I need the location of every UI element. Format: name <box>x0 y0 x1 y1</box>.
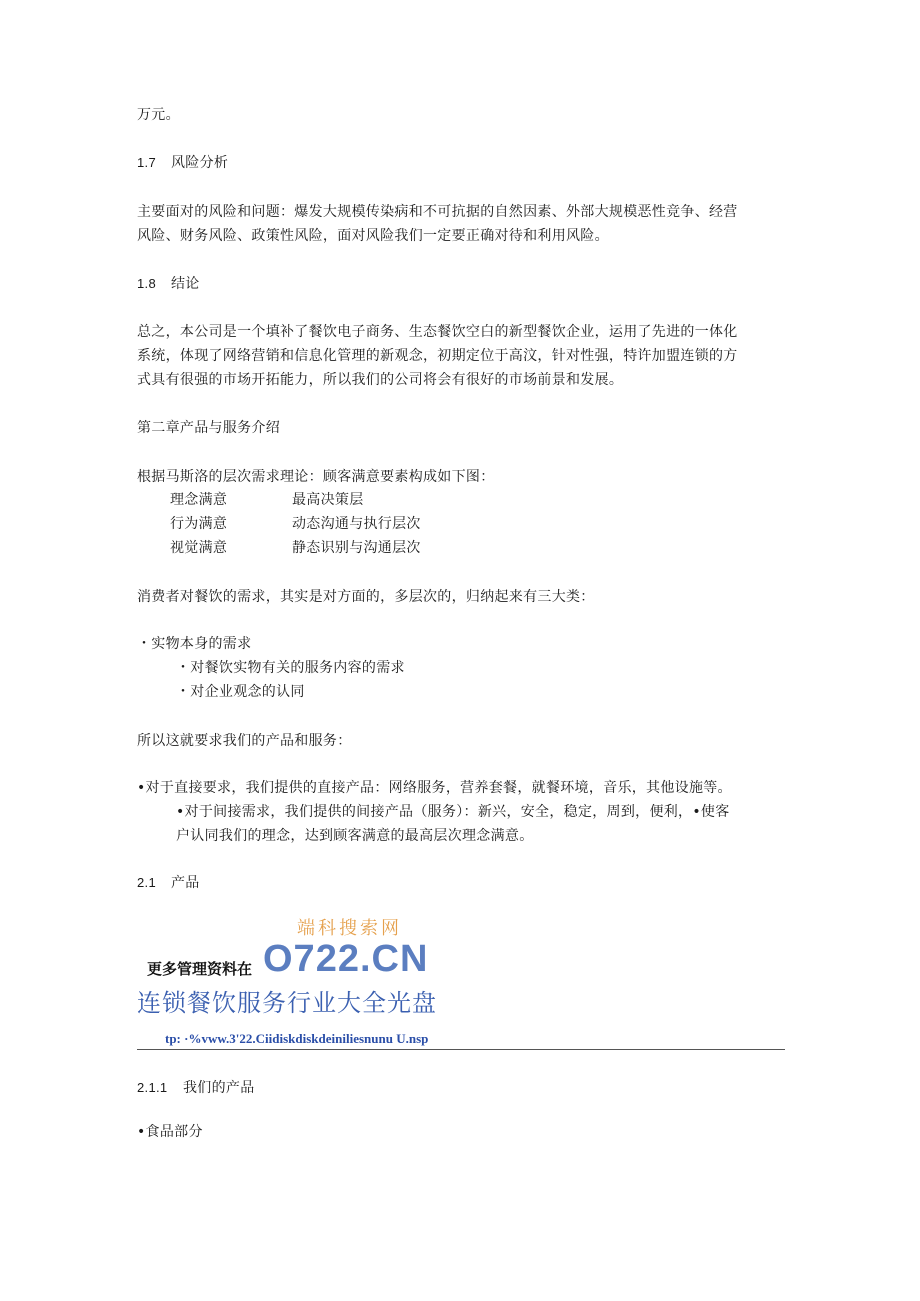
paragraph-line: 户认同我们的理念，达到顾客满意的最高层次理念满意。 <box>176 828 534 844</box>
paragraph-line: 式具有很强的市场开拓能力，所以我们的公司将会有很好的市场前景和发展。 <box>137 372 624 388</box>
section-heading-2-1 <box>137 871 200 895</box>
section-title: 结论 <box>171 276 200 292</box>
paragraph-line: 总之，本公司是一个填补了餐饮电子商务、生态餐饮空白的新型餐饮企业，运用了先进的一体化 <box>137 324 738 340</box>
section-number: 1.7 <box>137 155 156 170</box>
section-title: 我们的产品 <box>183 1080 255 1096</box>
table-cell: 最高决策层 <box>292 492 364 508</box>
section-title: 产品 <box>171 875 200 891</box>
bullet-item: ・对企业观念的认同 <box>176 684 305 700</box>
table-cell: 动态沟通与执行层次 <box>292 516 421 532</box>
section-heading-2-1-1 <box>137 1076 255 1100</box>
paragraph-line: 消费者对餐饮的需求，其实是对方面的，多层次的，归纳起来有三大类： <box>137 589 595 605</box>
chapter-heading: 第二章产品与服务介绍 <box>137 420 280 436</box>
text-line: 万元。 <box>137 107 180 123</box>
table-cell: 理念满意 <box>170 492 228 508</box>
divider-line <box>137 1049 785 1050</box>
bullet-item: •对于直接要求，我们提供的直接产品：网络服务，营养套餐，就餐环境，音乐，其他设施等。 <box>137 780 732 796</box>
section-number: 2.1 <box>137 875 156 890</box>
paragraph-line: 系统，体现了网络营销和信息化管理的新观念，初期定位于高汶，针对性强，特许加盟连锁的方 <box>137 348 738 364</box>
bullet-item: •对于间接需求，我们提供的间接产品（服务）：新兴，安全，稳定，周到，便利，•使客 <box>176 804 730 820</box>
bullet-item: •食品部分 <box>137 1124 203 1140</box>
paragraph-line: 所以这就要求我们的产品和服务： <box>137 733 352 749</box>
ad-more-text: 更多管理资料在 <box>147 960 253 978</box>
paragraph-line: 根据马斯洛的层次需求理论：顾客满意要素构成如下图： <box>137 469 495 485</box>
table-cell: 行为满意 <box>170 516 228 532</box>
ad-subtitle: 端科搜索网 <box>297 918 402 939</box>
paragraph-line: 风险、财务风险、政策性风险，面对风险我们一定要正确对待和利用风险。 <box>137 228 609 244</box>
section-heading-1-7 <box>137 151 228 175</box>
ad-domain-logo[interactable]: O722.CN <box>263 938 429 980</box>
ad-title[interactable]: 连锁餐饮服务行业大全光盘 <box>137 989 437 1017</box>
bullet-item: ・实物本身的需求 <box>137 636 252 652</box>
ad-url-link[interactable]: tp: ·%vww.3'22.Ciidiskdiskdeiniliesnunu U.nsp <box>165 1031 429 1046</box>
paragraph-line: 主要面对的风险和问题：爆发大规模传染病和不可抗据的自然因素、外部大规模恶性竞争、经营 <box>137 204 738 220</box>
bullet-item: ・对餐饮实物有关的服务内容的需求 <box>176 660 405 676</box>
section-number: 2.1.1 <box>137 1080 168 1095</box>
section-number: 1.8 <box>137 276 156 291</box>
table-cell: 静态识别与沟通层次 <box>292 540 421 556</box>
section-title: 风险分析 <box>171 155 229 171</box>
table-cell: 视觉满意 <box>170 540 228 556</box>
section-heading-1-8 <box>137 272 200 296</box>
